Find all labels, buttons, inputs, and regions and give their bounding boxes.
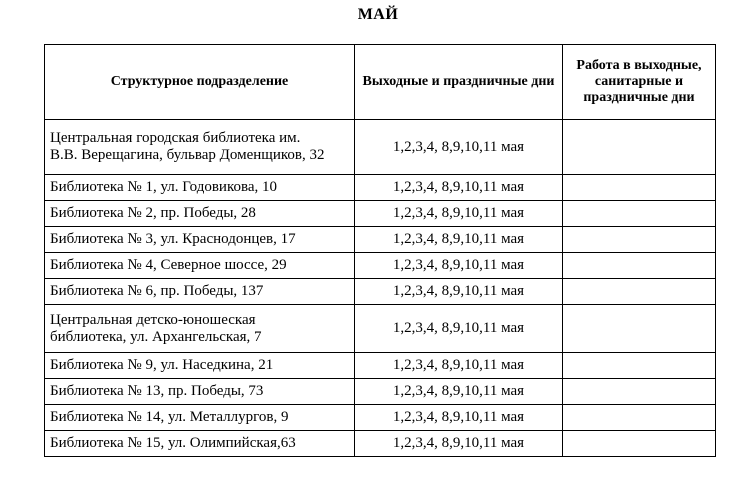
table-row xyxy=(45,253,716,279)
work-days-cell xyxy=(563,353,716,379)
table-row xyxy=(45,175,716,201)
department-line: библиотека, ул. Архангельская, 7 xyxy=(50,328,262,345)
days-off-cell: 1,2,3,4, 8,9,10,11 мая xyxy=(355,201,563,227)
department-cell: Библиотека № 3, ул. Краснодонцев, 17 xyxy=(45,227,355,253)
work-days-cell xyxy=(563,201,716,227)
days-off-cell: 1,2,3,4, 8,9,10,11 мая xyxy=(355,353,563,379)
work-days-cell xyxy=(563,253,716,279)
table-row xyxy=(45,201,716,227)
work-days-cell xyxy=(563,120,716,175)
department-line: Центральная детско-юношеская xyxy=(50,311,256,328)
header-work-days: Работа в выходные, санитарные и праздничные дни xyxy=(563,45,716,120)
work-days-cell xyxy=(563,431,716,457)
work-days-cell xyxy=(563,379,716,405)
work-days-cell xyxy=(563,305,716,353)
work-days-cell xyxy=(563,279,716,305)
header-department: Структурное подразделение xyxy=(45,45,355,120)
table-header-row xyxy=(45,45,716,120)
schedule-table xyxy=(44,44,716,457)
header-days-off: Выходные и праздничные дни xyxy=(355,45,563,120)
department-cell: Библиотека № 6, пр. Победы, 137 xyxy=(45,279,355,305)
page-title: МАЙ xyxy=(357,6,399,23)
table-row xyxy=(45,405,716,431)
days-off-cell: 1,2,3,4, 8,9,10,11 мая xyxy=(355,405,563,431)
days-off-cell: 1,2,3,4, 8,9,10,11 мая xyxy=(355,431,563,457)
days-off-cell: 1,2,3,4, 8,9,10,11 мая xyxy=(355,379,563,405)
table-row xyxy=(45,279,716,305)
work-days-cell xyxy=(563,175,716,201)
department-cell: Библиотека № 15, ул. Олимпийская,63 xyxy=(45,431,355,457)
days-off-cell: 1,2,3,4, 8,9,10,11 мая xyxy=(355,120,563,175)
days-off-cell: 1,2,3,4, 8,9,10,11 мая xyxy=(355,305,563,353)
days-off-cell: 1,2,3,4, 8,9,10,11 мая xyxy=(355,175,563,201)
department-cell: Библиотека № 4, Северное шоссе, 29 xyxy=(45,253,355,279)
department-line: В.В. Верещагина, бульвар Доменщиков, 32 xyxy=(50,147,325,163)
department-cell: Библиотека № 14, ул. Металлургов, 9 xyxy=(45,405,355,431)
department-cell xyxy=(45,305,355,353)
table-row xyxy=(45,431,716,457)
days-off-cell: 1,2,3,4, 8,9,10,11 мая xyxy=(355,279,563,305)
department-cell: Библиотека № 13, пр. Победы, 73 xyxy=(45,379,355,405)
table-row xyxy=(45,227,716,253)
days-off-cell: 1,2,3,4, 8,9,10,11 мая xyxy=(355,253,563,279)
work-days-cell xyxy=(563,227,716,253)
table-row xyxy=(45,305,716,353)
department-line: Центральная городская библиотека им. xyxy=(50,130,301,146)
days-off-cell: 1,2,3,4, 8,9,10,11 мая xyxy=(355,227,563,253)
table-row xyxy=(45,120,716,175)
work-days-cell xyxy=(563,405,716,431)
table-row xyxy=(45,353,716,379)
department-cell: Библиотека № 1, ул. Годовикова, 10 xyxy=(45,175,355,201)
department-cell: Библиотека № 2, пр. Победы, 28 xyxy=(45,201,355,227)
department-cell xyxy=(45,120,355,175)
department-cell: Библиотека № 9, ул. Наседкина, 21 xyxy=(45,353,355,379)
table-row xyxy=(45,379,716,405)
